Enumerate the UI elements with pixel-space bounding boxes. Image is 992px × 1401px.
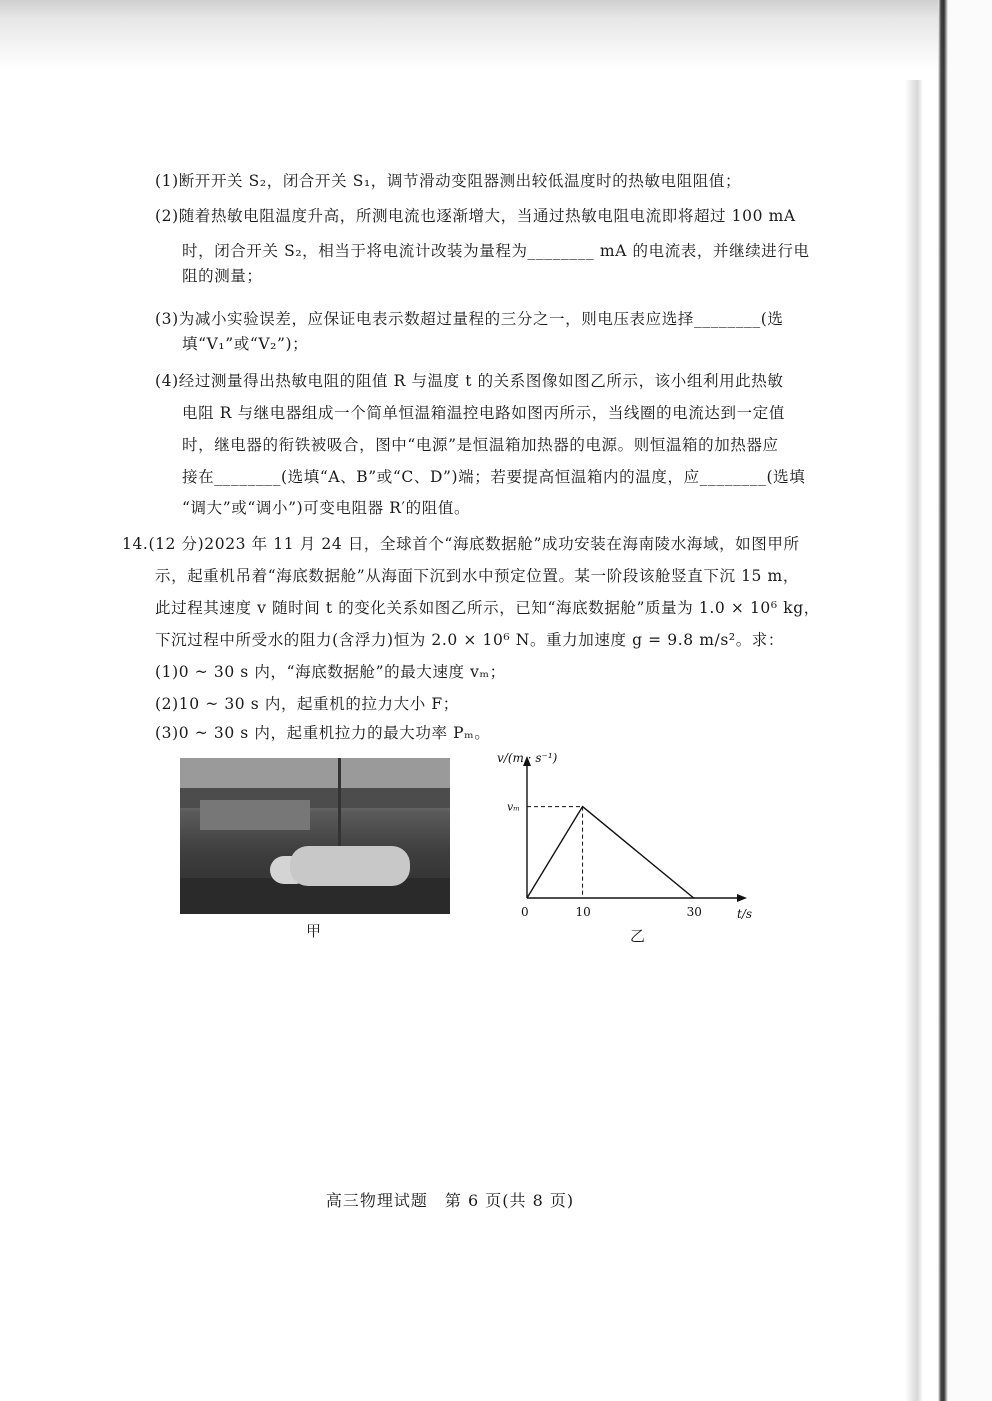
scan-edge-line — [938, 0, 948, 1401]
q14-sub2: (2)10 ~ 30 s 内，起重机的拉力大小 F； — [155, 695, 459, 713]
crane-photo — [180, 758, 450, 914]
q14-sub1: (1)0 ~ 30 s 内，“海底数据舱”的最大速度 vₘ； — [155, 663, 506, 681]
y-axis-label: v/(m · s⁻¹) — [497, 752, 558, 765]
q13-part2-line2: 时，闭合开关 S₂，相当于将电流计改装为量程为________ mA 的电流表，并继续进行电 — [182, 242, 810, 260]
x-tick-label: 30 — [686, 905, 702, 919]
q13-part4-line4: 接在________(选填“A、B”或“C、D”)端；若要提高恒温箱内的温度，应________(选填 — [182, 468, 806, 486]
q13-part2-line3: 阻的测量； — [182, 267, 263, 285]
scan-margin — [948, 0, 992, 1401]
scan-shadow-top — [0, 0, 992, 70]
q13-part4-line2: 电阻 R 与继电器组成一个简单恒温箱温控电路如图丙所示，当线圈的电流达到一定值 — [182, 404, 785, 422]
x-tick-label: 10 — [575, 905, 591, 919]
x-tick-label: 0 — [521, 905, 529, 919]
photo-caption: 甲 — [306, 922, 322, 940]
q14-stem-line3: 此过程其速度 v 随时间 t 的变化关系如图乙所示，已知“海底数据舱”质量为 1.0 × 10⁶ kg， — [155, 599, 820, 617]
velocity-time-graph — [495, 752, 765, 942]
photo-crane-cable — [338, 758, 341, 850]
photo-ship — [200, 800, 310, 830]
q13-part4-line5: “调大”或“调小”)可变电阻器 R′的阻值。 — [182, 499, 471, 517]
photo-sky — [180, 758, 450, 788]
q13-part1-line: (1)断开开关 S₂，闭合开关 S₁，调节滑动变阻器测出较低温度时的热敏电阻阻值； — [155, 172, 742, 190]
q14-stem-line1: 14.(12 分)2023 年 11 月 24 日，全球首个“海底数据舱”成功安装在海南陵水海域，如图甲所 — [122, 535, 800, 553]
photo-data-capsule — [290, 846, 410, 886]
scan-shadow-right — [905, 80, 923, 1401]
q13-part3-line1: (3)为减小实验误差，应保证电表示数超过量程的三分之一，则电压表应选择________(选 — [155, 310, 784, 328]
q14-sub3: (3)0 ~ 30 s 内，起重机拉力的最大功率 Pₘ。 — [155, 724, 491, 742]
q13-part2-line1: (2)随着热敏电阻温度升高，所测电流也逐渐增大，当通过热敏电阻电流即将超过 100 mA — [155, 207, 796, 225]
velocity-series-line — [527, 807, 694, 898]
q14-stem-line4: 下沉过程中所受水的阻力(含浮力)恒为 2.0 × 10⁶ N。重力加速度 g = 9.8 m/s²。求： — [155, 631, 784, 649]
q13-part3-line2: 填“V₁”或“V₂”)； — [182, 335, 309, 353]
x-axis-label: t/s — [737, 907, 753, 921]
x-axis-arrow — [737, 894, 747, 902]
y-tick-label: vₘ — [507, 800, 520, 814]
q13-part4-line1: (4)经过测量得出热敏电阻的阻值 R 与温度 t 的关系图像如图乙所示，该小组利用此热敏 — [155, 372, 784, 390]
page-footer: 高三物理试题 第 6 页(共 8 页) — [325, 1191, 575, 1210]
q13-part4-line3: 时，继电器的衔铁被吸合，图中“电源”是恒温箱加热器的电源。则恒温箱的加热器应 — [182, 436, 779, 454]
graph-caption: 乙 — [630, 927, 646, 945]
q14-stem-line2: 示，起重机吊着“海底数据舱”从海面下沉到水中预定位置。某一阶段该舱竖直下沉 15 m， — [155, 567, 799, 585]
